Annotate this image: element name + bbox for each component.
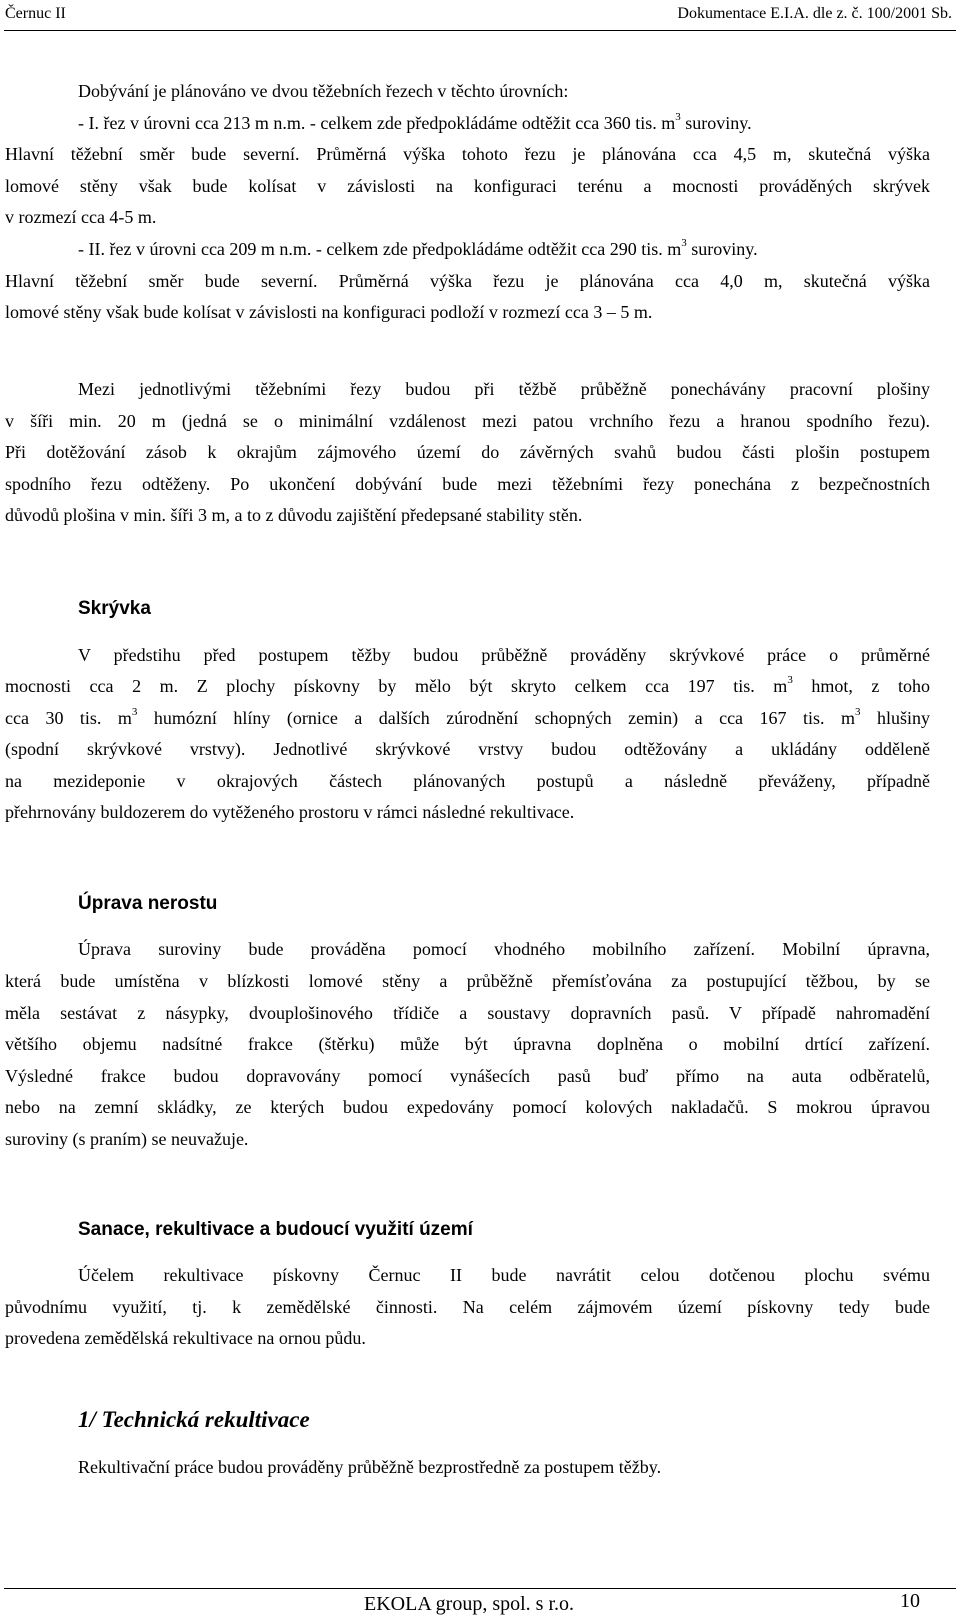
skryvka-line2-a: mocnosti cca 2 m. Z plochy pískovny by mělo být skryto celkem cca 197 tis. m	[5, 676, 788, 696]
uprava-line5: Výsledné frakce budou dopravovány pomocí vynášecích pasů buď přímo na auta odběratelů,	[5, 1066, 930, 1086]
platforms-line1: Mezi jednotlivými těžebními řezy budou při těžbě průběžně ponechávány pracovní plošiny	[78, 379, 930, 399]
footer-company: EKOLA group, spol. s r.o.	[364, 1593, 574, 1615]
skryvka-line3-b: humózní hlíny (ornice a dalších zúrodnění schopných zemin) a cca 167 tis. m	[137, 708, 855, 728]
uprava-line7: suroviny (s praním) se neuvažuje.	[5, 1129, 249, 1149]
uprava-line3: měla sestávat z násypky, dvouplošinového třídiče a soustavy dopravních pasů. V případě nahromadění	[5, 1003, 930, 1023]
superscript: 3	[855, 706, 861, 718]
cut1-line1	[78, 108, 930, 139]
header-right: Dokumentace E.I.A. dle z. č. 100/2001 Sb.	[677, 5, 952, 22]
subsection-heading-technicka: 1/ Technická rekultivace	[78, 1407, 310, 1432]
cut1-line1-end: suroviny.	[680, 113, 752, 133]
skryvka-line5: na mezideponie v okrajových částech plánovaných postupů a následně převáženy, případně	[5, 771, 930, 791]
platforms-line4: spodního řezu odtěženy. Po ukončení dobývání bude mezi těžebními řezy ponechána z bezpečnostních	[5, 474, 930, 494]
skryvka-line3	[5, 703, 930, 734]
technicka-line: Rekultivační práce budou prováděny průběžně bezprostředně za postupem těžby.	[78, 1457, 662, 1477]
skryvka-line3-c: hlušiny	[860, 708, 930, 728]
skryvka-line3-a: cca 30 tis. m	[5, 708, 132, 728]
page-number: 10	[900, 1590, 920, 1612]
uprava-line2: která bude umístěna v blízkosti lomové stěny a průběžně přemísťována za postupující těžbou, by se	[5, 971, 930, 991]
cut1-line3: lomové stěny však bude kolísat v závislosti na konfiguraci terénu a mocnosti prováděných skrývek	[5, 176, 930, 196]
platforms-line3: Při dotěžování zásob k okrajům zájmového území do závěrných svahů budou části plošin postupem	[5, 442, 930, 462]
skryvka-line2	[5, 671, 930, 702]
platforms-line2: v šíři min. 20 m (jedná se o minimální vzdálenost mezi patou vrchního řezu a hranou spodního řezu).	[5, 411, 930, 431]
header-left: Černuc II	[5, 5, 66, 22]
skryvka-line6: přehrnovány buldozerem do vytěženého prostoru v rámci následné rekultivace.	[5, 802, 575, 822]
sanace-line3: provedena zemědělská rekultivace na ornou půdu.	[5, 1328, 366, 1348]
platforms-line5: důvodů plošina v min. šíři 3 m, a to z důvodu zajištění předepsané stability stěn.	[5, 505, 583, 525]
cut2-line2: Hlavní těžební směr bude severní. Průměrná výška řezu je plánována cca 4,0 m, skutečná výška	[5, 271, 930, 291]
section-heading-skryvka: Skrývka	[78, 598, 151, 619]
intro-line: Dobývání je plánováno ve dvou těžebních řezech v těchto úrovních:	[78, 81, 569, 101]
cut2-line1	[78, 234, 930, 265]
cut2-line1-end: suroviny.	[686, 239, 758, 259]
cut1-line2: Hlavní těžební směr bude severní. Průměrná výška tohoto řezu je plánována cca 4,5 m, skutečná výška	[5, 144, 930, 164]
skryvka-line1: V předstihu před postupem těžby budou průběžně prováděny skrývkové práce o průměrné	[78, 645, 930, 665]
superscript: 3	[131, 706, 138, 718]
cut2-line3: lomové stěny však bude kolísat v závislosti na konfiguraci podloží v rozmezí cca 3 – 5 m.	[5, 302, 653, 322]
cut1-line1-text: - I. řez v úrovni cca 213 m n.m. - celkem zde předpokládáme odtěžit cca 360 tis. m	[78, 113, 676, 133]
uprava-line6: nebo na zemní skládky, ze kterých budou expedovány pomocí kolových nakladačů. S mokrou úpravou	[5, 1097, 930, 1117]
cut1-line4: v rozmezí cca 4-5 m.	[5, 207, 157, 227]
uprava-line4: většího objemu nadsítné frakce (štěrku) může být úpravna doplněna o mobilní drtící zařízení.	[5, 1034, 930, 1054]
superscript: 3	[675, 111, 681, 123]
cut2-line1-text: - II. řez v úrovni cca 209 m n.m. - celkem zde předpokládáme odtěžit cca 290 tis. m	[78, 239, 682, 259]
sanace-line2: původnímu využití, tj. k zemědělské činnosti. Na celém zájmovém území pískovny tedy bude	[5, 1297, 930, 1317]
section-heading-sanace: Sanace, rekultivace a budoucí využití území	[78, 1219, 473, 1240]
skryvka-line2-b: hmot, z toho	[792, 676, 930, 696]
sanace-line1: Účelem rekultivace pískovny Černuc II bude navrátit celou dotčenou plochu svému	[78, 1265, 930, 1285]
uprava-line1: Úprava suroviny bude prováděna pomocí vhodného mobilního zařízení. Mobilní úpravna,	[78, 939, 930, 959]
section-heading-uprava: Úprava nerostu	[78, 893, 218, 914]
header-rule	[4, 30, 956, 31]
skryvka-line4: (spodní skrývkové vrstvy). Jednotlivé skrývkové vrstvy budou odtěžovány a ukládány odděleně	[5, 739, 930, 759]
superscript: 3	[681, 237, 687, 249]
footer-rule	[4, 1588, 956, 1589]
superscript: 3	[787, 674, 793, 686]
